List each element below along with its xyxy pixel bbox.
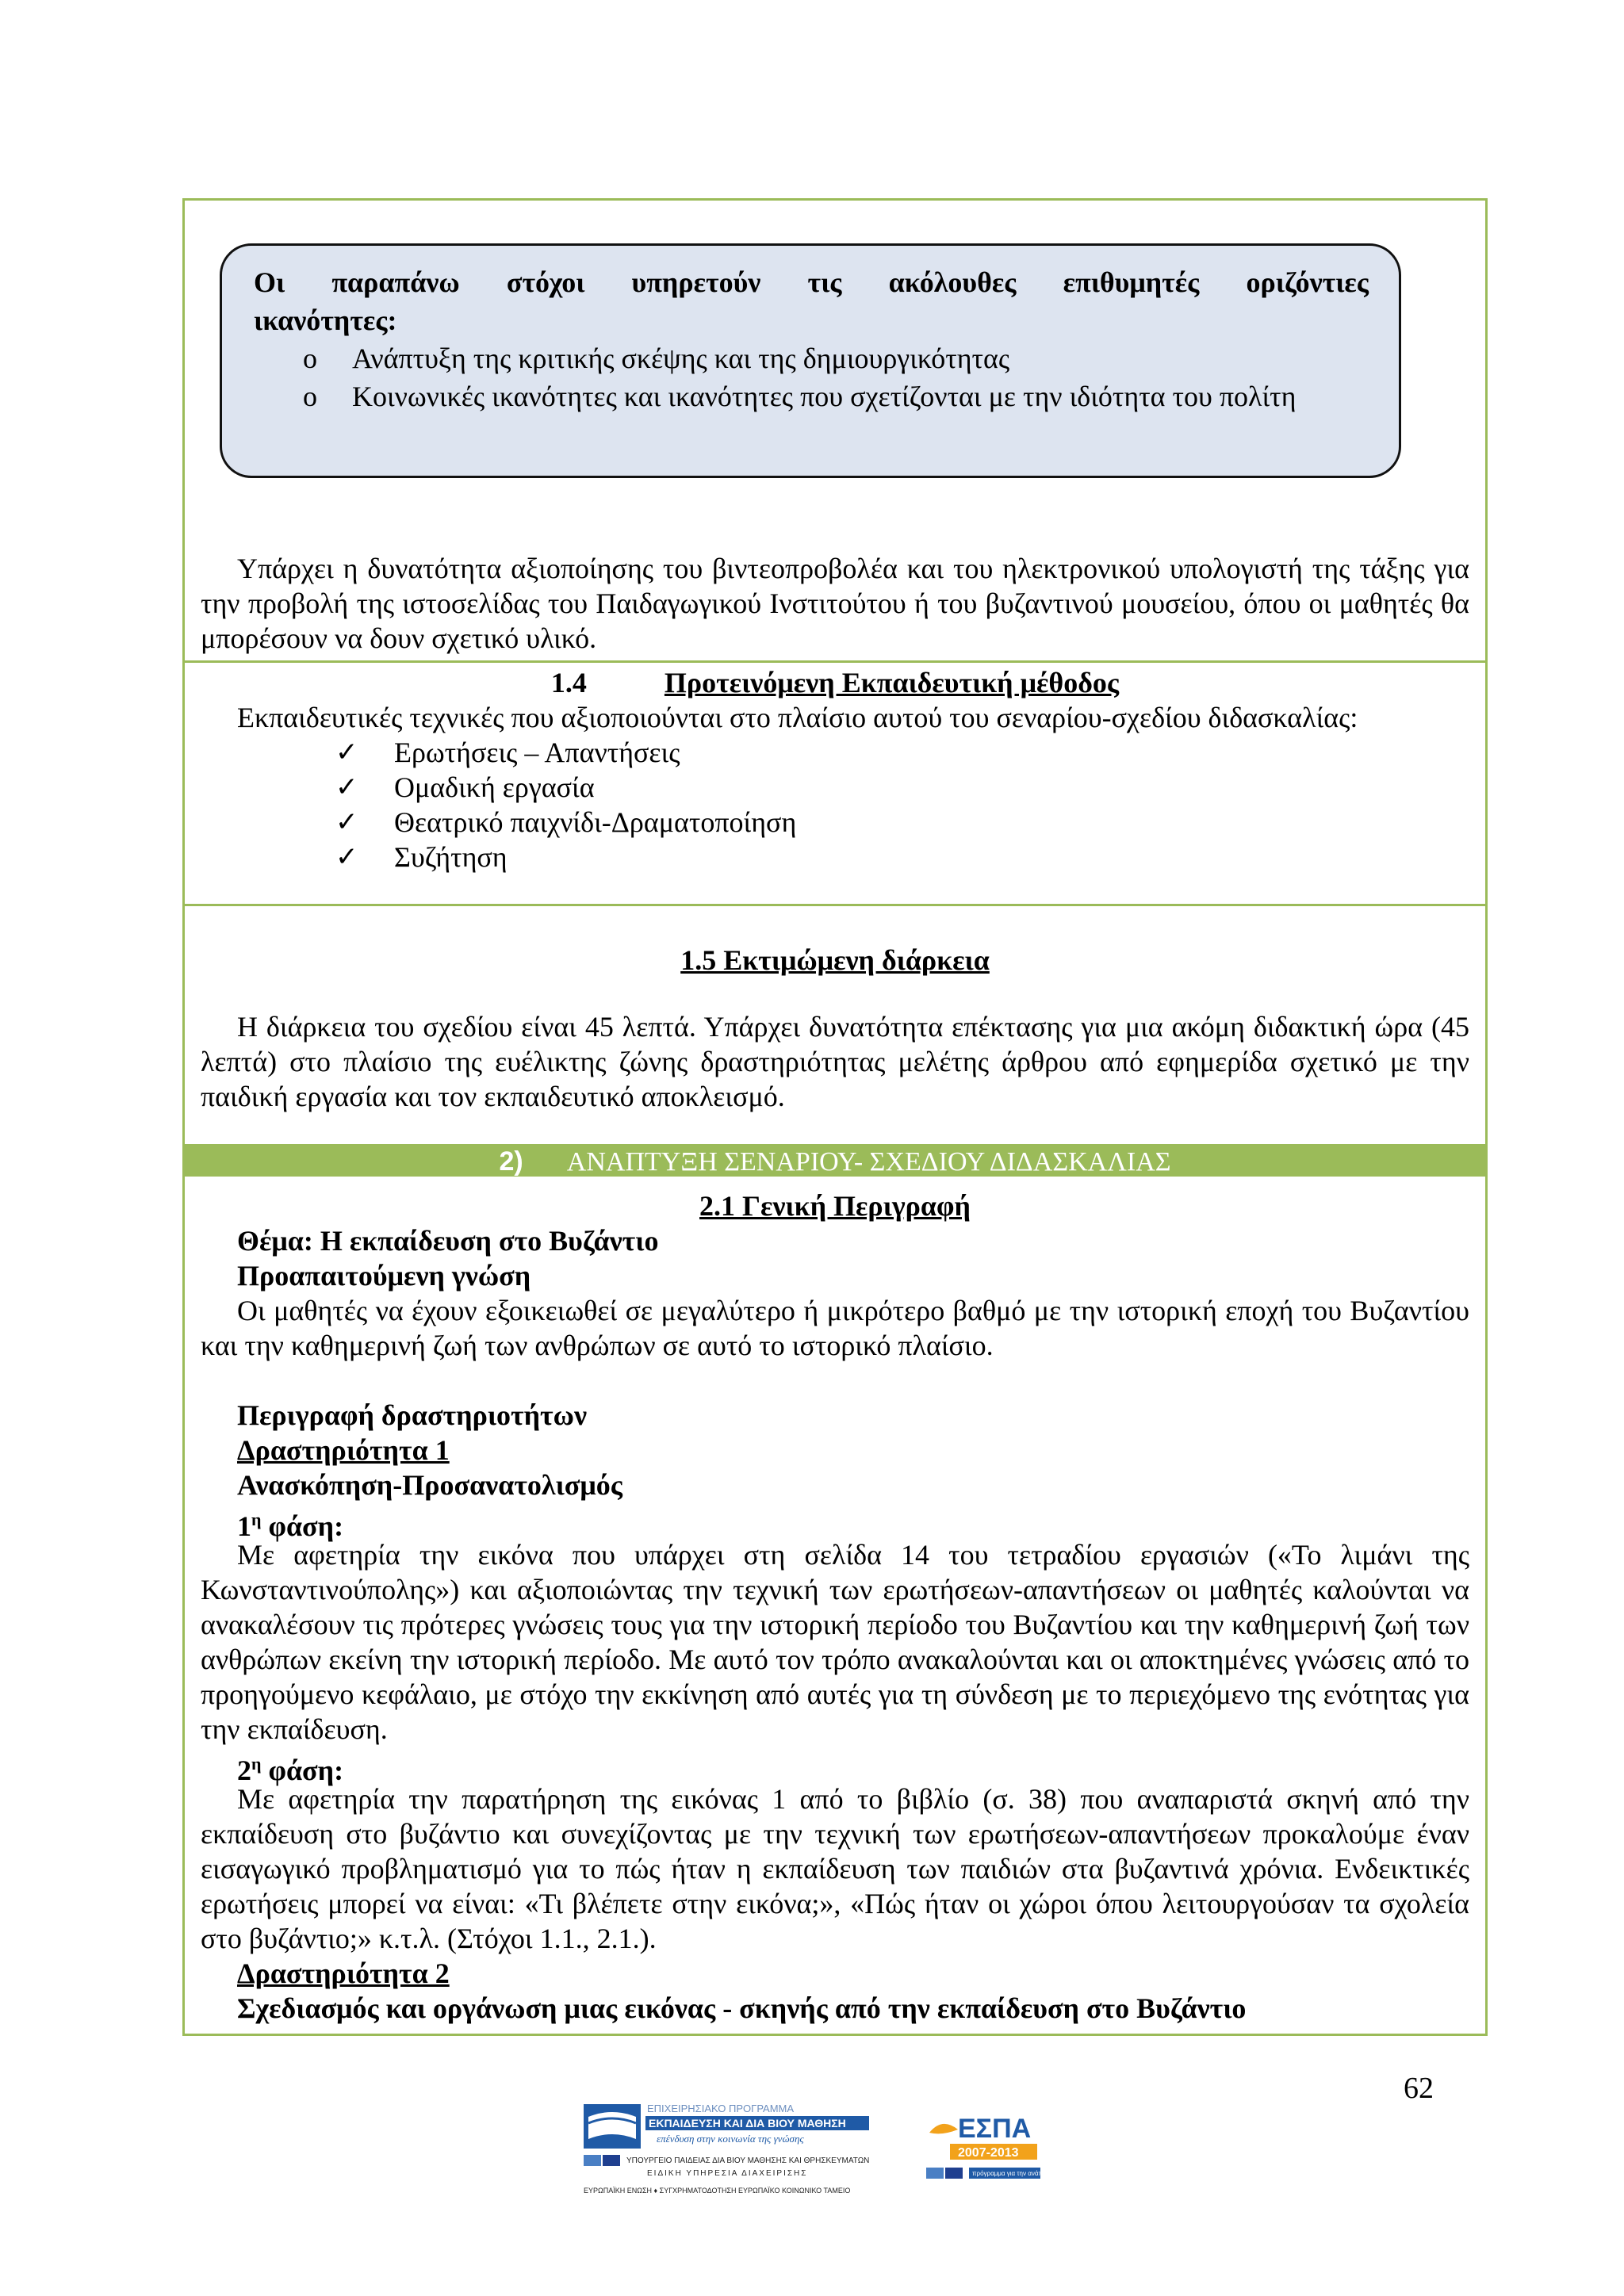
- projector-paragraph: Υπάρχει η δυνατότητα αξιοποίησης του βιντεοπροβολέα και του ηλεκτρονικού υπολογιστή της τάξης για την προβολή της ιστοσελίδας του Παιδαγωγικού Ινστιτούτου ή του βυζαντινού μουσείου, όπου οι μαθητές θα μπορέσουν να δουν σχετικό υλικό.: [201, 553, 1469, 654]
- check-icon: ✓: [335, 737, 358, 768]
- eu-line: ΕΥΡΩΠΑΪΚΗ ΕΝΩΣΗ ♦ ΣΥΓΧΡΗΜΑΤΟΔΟΤΗΣΗ ΕΥΡΩΠΑΪΚΟ ΚΟΙΝΩΝΙΚΟ ΤΑΜΕΙΟ: [584, 2187, 851, 2195]
- program-line1: ΕΠΙΧΕΙΡΗΣΙΑΚΟ ΠΡΟΓΡΑΜΜΑ: [647, 2103, 795, 2114]
- prereq-text: Οι μαθητές να έχουν εξοικειωθεί σε μεγαλύτερο ή μικρότερο βαθμό με την ιστορική εποχή του Βυζαντίου και την καθημερινή ζωή των ανθρώπων σε αυτό το ιστορικό πλαίσιο.: [201, 1295, 1469, 1361]
- activity-2-name: Σχεδιασμός και οργάνωση μιας εικόνας - σκηνής από την εκπαίδευση στο Βυζάντιο: [237, 1992, 1247, 2024]
- list-item: ✓ Θεατρικό παιχνίδι-Δραματοποίηση: [335, 806, 797, 838]
- callout-bullet: [254, 339, 1369, 377]
- espa-years: 2007-2013: [958, 2146, 1019, 2160]
- prereq-title: Προαπαιτούμενη γνώση: [237, 1260, 531, 1292]
- check-icon: ✓: [335, 841, 358, 873]
- phase-2-label: $2^\eta$ φάση:: [237, 1754, 344, 1786]
- content-frame: [182, 198, 1488, 2036]
- activity-1-title: Δραστηριότητα 1: [237, 1434, 450, 1466]
- program-line2: ΕΚΠΑΙΔΕΥΣΗ ΚΑΙ ΔΙΑ ΒΙΟΥ ΜΑΘΗΣΗ: [649, 2117, 846, 2130]
- section-14-heading: [201, 665, 1469, 700]
- check-icon: ✓: [335, 806, 358, 838]
- program-slogan: επένδυση στην κοινωνία της γνώσης: [657, 2133, 804, 2145]
- section-2-number: 2): [499, 1146, 523, 1177]
- section-title: Προτεινόμενη Εκπαιδευτική μέθοδος: [664, 667, 1120, 698]
- section-number: 1.4: [550, 667, 587, 698]
- section-2-bar: [185, 1146, 1485, 1177]
- activity-2-title: Δραστηριότητα 2: [237, 1957, 450, 1989]
- phase-1-text: Με αφετηρία την εικόνα που υπάρχει στη σελίδα 14 του τετραδίου εργασιών («Το λιμάνι της Κωνσταντινούπολης») και αξιοποιώντας την τεχνική των ερωτήσεων-απαντήσεων οι μαθητές καλούνται να ανακαλέσουν τις πρότερες γνώσεις τους για την ιστορική περίοδο του Βυζαντίου και την καθημερινή ζωή των ανθρώπων εκείνη την ιστορική περίοδο. Με αυτό τον τρόπο ανακαλούνται και οι αποκτημένες γνώσεις από το προηγούμενο κεφάλαιο, με στόχο την εκκίνηση από αυτές για τη σύνδεση με το περιεχόμενο της ενότητας για την εκπαίδευση.: [201, 1539, 1469, 1745]
- check-icon: ✓: [335, 771, 358, 803]
- phase-2-text: Με αφετηρία την παρατήρηση της εικόνας 1 από το βιβλίο (σ. 38) που αναπαριστά σκηνή από την εκπαίδευση στο βυζάντιο και συνεχίζοντας με την τεχνική των ερωτήσεων-απαντήσεων προκαλούμε έναν εισαγωγικό προβληματισμό για το πώς ήταν η εκπαίδευση των παιδιών στα βυζαντινά χρόνια. Ενδεικτικές ερωτήσεις μπορεί να είναι: «Τι βλέπετε στην εικόνα;», «Πώς ήταν οι χώροι όπου λειτουργούσαν τα σχολεία στο βυζάντιο;» κ.τ.λ. (Στόχοι 1.1., 2.1.).: [201, 1783, 1469, 1954]
- edu-program-logo: [584, 2099, 869, 2202]
- methods-list: [335, 735, 796, 874]
- list-item: ✓ Συζήτηση: [335, 841, 508, 873]
- list-item: ✓ Ερωτήσεις – Απαντήσεις: [335, 737, 680, 768]
- duration-paragraph: Η διάρκεια του σχεδίου είναι 45 λεπτά. Υπάρχει δυνατότητα επέκτασης για μια ακόμη διδακτική ώρα (45 λεπτά) στο πλαίσιο της ευέλικτης ζώνης δραστηριότητας μελέτης άρθρου από εφημερίδα σχετικό με την παιδική εργασία και τον εκπαιδευτικό αποκλεισμό.: [201, 1011, 1469, 1112]
- ministry-line: ΥΠΟΥΡΓΕΙΟ ΠΑΙΔΕΙΑΣ ΔΙΑ ΒΙΟΥ ΜΑΘΗΣΗΣ ΚΑΙ ΘΡΗΣΚΕΥΜΑΤΩΝ: [626, 2156, 870, 2165]
- bullet-text: Ανάπτυξη της κριτικής σκέψης και της δημιουργικότητας: [352, 342, 1010, 374]
- methods-intro: Εκπαιδευτικές τεχνικές που αξιοποιούνται στο πλαίσιο αυτού του σεναρίου-σχεδίου διδασκαλίας:: [237, 702, 1358, 733]
- section-21-heading: 2.1 Γενική Περιγραφή: [699, 1190, 971, 1222]
- theme-line: Θέμα: Η εκπαίδευση στο Βυζάντιο: [237, 1225, 659, 1257]
- section-2-title: ΑΝΑΠΤΥΞΗ ΣΕΝΑΡΙΟΥ- ΣΧΕΔΙΟΥ ΔΙΔΑΣΚΑΛΙΑΣ: [566, 1147, 1171, 1177]
- service-line: ΕΙΔΙΚΗ ΥΠΗΡΕΣΙΑ ΔΙΑΧΕΙΡΙΣΗΣ: [647, 2169, 808, 2178]
- page-number: 62: [1404, 2072, 1434, 2105]
- callout-bullet: [254, 377, 1369, 415]
- section-divider: [185, 660, 1485, 663]
- espa-slogan: πρόγραμμα για την ανάπτυξη: [972, 2170, 1055, 2177]
- bullet-marker: o: [303, 381, 317, 412]
- section-15-heading: 1.5 Εκτιμώμενη διάρκεια: [680, 944, 990, 976]
- activities-title: Περιγραφή δραστηριοτήτων: [237, 1399, 588, 1431]
- bullet-marker: o: [303, 342, 317, 374]
- callout-lead: Οι παραπάνω στόχοι υπηρετούν τις ακόλουθες επιθυμητές οριζόντιες: [254, 266, 1369, 298]
- list-item: ✓ Ομαδική εργασία: [335, 771, 595, 803]
- section-divider: [185, 904, 1485, 906]
- phase-1-label: $1^\eta$ φάση:: [237, 1510, 344, 1542]
- callout-lead-cont: ικανότητες:: [254, 304, 397, 336]
- espa-title: ΕΣΠΑ: [958, 2114, 1032, 2144]
- bullet-text: Κοινωνικές ικανότητες και ικανότητες που σχετίζονται με την ιδιότητα του πολίτη: [352, 381, 1297, 412]
- activity-1-name: Ανασκόπηση-Προσανατολισμός: [237, 1469, 622, 1501]
- espa-logo: [926, 2109, 1055, 2196]
- competences-callout: [220, 243, 1401, 478]
